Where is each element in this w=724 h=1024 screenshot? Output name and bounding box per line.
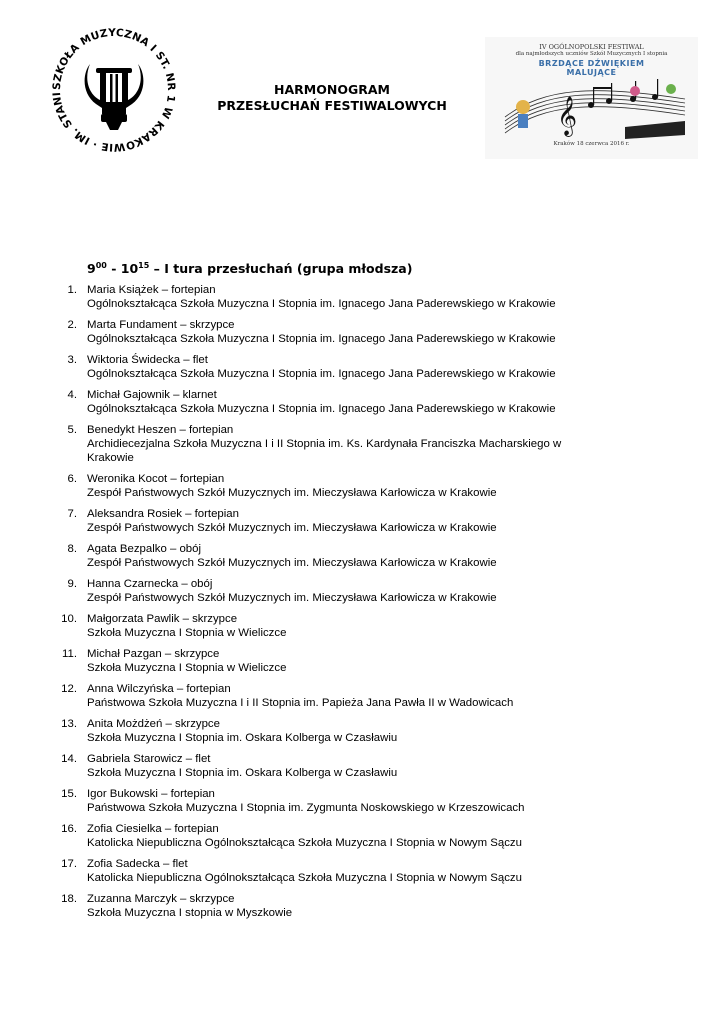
entry-number: 11. — [62, 648, 77, 660]
participant-name: Anna Wilczyńska – fortepian — [87, 683, 231, 695]
session-label: – I tura przesłuchań (grupa młodsza) — [149, 261, 413, 276]
session-heading: $9^{00} - 10^{15}$ – I tura przesłuchań (grupa młodsza) — [87, 261, 413, 276]
start-minutes: 00 — [95, 261, 107, 270]
participant-school: Ogólnokształcąca Szkoła Muzyczna I Stopnia im. Ignacego Jana Paderewskiego w Krakowie — [87, 298, 556, 310]
entry-number: 12. — [61, 683, 77, 695]
participant-name: Zofia Ciesielka – fortepian — [87, 823, 219, 835]
entry-number: 8. — [67, 543, 77, 555]
participant-school: Zespół Państwowych Szkół Muzycznych im. Mieczysława Karłowicza w Krakowie — [87, 557, 497, 569]
participant-name: Zuzanna Marczyk – skrzypce — [87, 893, 235, 905]
participant-name: Hanna Czarnecka – obój — [87, 578, 213, 590]
svg-text:SZKOŁA MUZYCZNA I ST. NR 1 W K: SZKOŁA MUZYCZNA I ST. NR 1 W KRAKOWIE · IM. STANI — [50, 26, 178, 154]
participant-school: Państwowa Szkoła Muzyczna I i II Stopnia im. Papieża Jana Pawła II w Wadowicach — [87, 697, 514, 709]
festival-name-line-2: MALUJĄCE — [566, 68, 617, 77]
participant-school: Ogólnokształcąca Szkoła Muzyczna I Stopnia im. Ignacego Jana Paderewskiego w Krakowie — [87, 368, 556, 380]
participant-name: Anita Możdżeń – skrzypce — [87, 718, 220, 730]
entry-number: 5. — [67, 424, 77, 436]
entry-number: 17. — [61, 858, 77, 870]
music-notes-illustration-icon — [485, 77, 698, 141]
participant-school: Katolicka Niepubliczna Ogólnokształcąca Szkoła Muzyczna I Stopnia w Nowym Sączu — [87, 872, 522, 884]
participant-name: Michał Pazgan – skrzypce — [87, 648, 220, 660]
entry-number: 7. — [67, 508, 77, 520]
entry-number: 14. — [61, 753, 77, 765]
lyre-logo-icon — [46, 22, 182, 158]
participant-school: Katolicka Niepubliczna Ogólnokształcąca Szkoła Muzyczna I Stopnia w Nowym Sączu — [87, 837, 522, 849]
participant-school: Zespół Państwowych Szkół Muzycznych im. Mieczysława Karłowicza w Krakowie — [87, 592, 497, 604]
festival-audience: dla najmłodszych uczniów Szkół Muzycznych I stopnia — [515, 51, 668, 57]
svg-text:𝄞: 𝄞 — [557, 96, 578, 136]
participant-name: Michał Gajownik – klarnet — [87, 389, 217, 401]
participant-school: Szkoła Muzyczna I Stopnia im. Oskara Kolberga w Czasławiu — [87, 732, 398, 744]
festival-banner — [485, 37, 698, 159]
school-logo — [46, 22, 182, 158]
participant-school: Szkoła Muzyczna I Stopnia w Wieliczce — [87, 662, 287, 674]
participant-school: Szkoła Muzyczna I Stopnia w Wieliczce — [87, 627, 287, 639]
participant-school: Ogólnokształcąca Szkoła Muzyczna I Stopnia im. Ignacego Jana Paderewskiego w Krakowie — [87, 333, 556, 345]
entry-number: 13. — [61, 718, 77, 730]
entry-number: 1. — [67, 284, 77, 296]
participant-school-continued: Krakowie — [87, 452, 134, 464]
festival-name — [485, 59, 698, 77]
entry-number: 3. — [67, 354, 77, 366]
entry-number: 2. — [67, 319, 77, 331]
participant-name: Gabriela Starowicz – flet — [87, 753, 211, 765]
festival-date: Kraków 18 czerwca 2016 r. — [553, 141, 630, 147]
entry-number: 16. — [61, 823, 77, 835]
start-hour: 9 — [87, 261, 96, 276]
festival-name-line-1: BRZDĄCE DŹWIĘKIEM — [538, 59, 645, 68]
participant-school: Szkoła Muzyczna I Stopnia im. Oskara Kolberga w Czasławiu — [87, 767, 398, 779]
title-line-2: PRZESŁUCHAŃ FESTIWALOWYCH — [217, 98, 447, 113]
participant-name: Marta Fundament – skrzypce — [87, 319, 235, 331]
title-line-1: HARMONOGRAM — [274, 82, 390, 97]
participant-name: Maria Książek – fortepian — [87, 284, 216, 296]
participant-school: Ogólnokształcąca Szkoła Muzyczna I Stopnia im. Ignacego Jana Paderewskiego w Krakowie — [87, 403, 556, 415]
entry-number: 4. — [67, 389, 77, 401]
entry-number: 18. — [61, 893, 77, 905]
participant-school: Zespół Państwowych Szkół Muzycznych im. Mieczysława Karłowicza w Krakowie — [87, 487, 497, 499]
participant-name: Zofia Sadecka – flet — [87, 858, 188, 870]
participant-school: Państwowa Szkoła Muzyczna I Stopnia im. Zygmunta Noskowskiego w Krzeszowicach — [87, 802, 525, 814]
entry-number: 10. — [61, 613, 77, 625]
end-hour: 10 — [120, 261, 139, 276]
participant-name: Wiktoria Świdecka – flet — [87, 354, 208, 366]
participant-school: Zespół Państwowych Szkół Muzycznych im. Mieczysława Karłowicza w Krakowie — [87, 522, 497, 534]
entry-number: 15. — [61, 788, 77, 800]
participant-name: Małgorzata Pawlik – skrzypce — [87, 613, 238, 625]
entry-number: 6. — [67, 473, 77, 485]
participant-name: Igor Bukowski – fortepian — [87, 788, 215, 800]
participant-name: Agata Bezpalko – obój — [87, 543, 201, 555]
participant-name: Weronika Kocot – fortepian — [87, 473, 225, 485]
participant-name: Benedykt Heszen – fortepian — [87, 424, 234, 436]
end-minutes: 15 — [138, 261, 150, 270]
entry-number: 9. — [67, 578, 77, 590]
festival-edition: IV OGÓLNOPOLSKI FESTIWAL — [539, 43, 644, 51]
participant-school: Szkoła Muzyczna I stopnia w Myszkowie — [87, 907, 293, 919]
participant-school: Archidiecezjalna Szkoła Muzyczna I i II Stopnia im. Ks. Kardynała Franciszka Macharskiego w — [87, 438, 562, 450]
participant-name: Aleksandra Rosiek – fortepian — [87, 508, 239, 520]
document-title — [210, 82, 454, 114]
